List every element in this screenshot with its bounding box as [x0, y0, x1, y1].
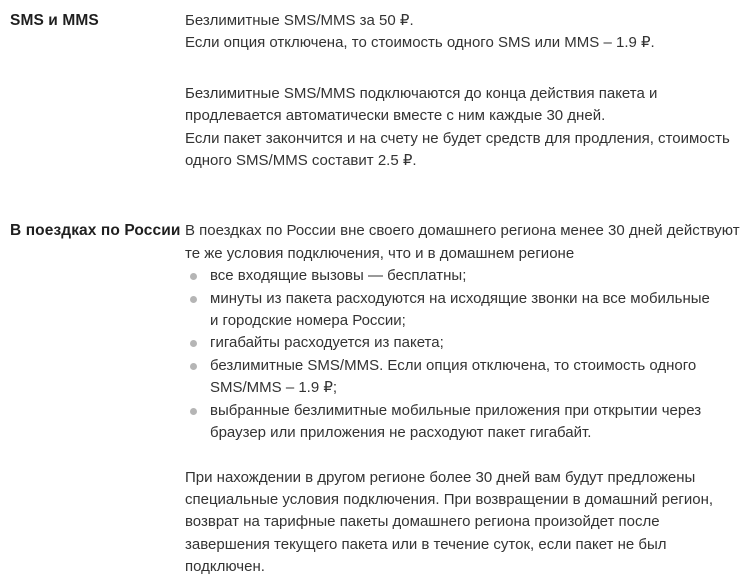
bullet-icon: [190, 408, 197, 415]
list-item-gigabytes: [185, 332, 741, 354]
section-label-sms-mms: SMS и MMS: [10, 12, 99, 29]
text-line: браузер или приложения не расходуют пакет гигабайт.: [210, 424, 592, 442]
text-line: и городские номера России;: [210, 312, 406, 330]
travel-conditions-list: [185, 265, 741, 444]
text-line: те же условия подключения, что и в домашнем регионе: [185, 244, 575, 262]
paragraph-sms-renewal: [185, 83, 741, 173]
text-line: В поездках по России вне своего домашнего региона менее 30 дней действуют: [185, 222, 740, 240]
text-line: одного SMS/MMS составит 2.5 ₽.: [185, 152, 417, 170]
text-line: подключен.: [185, 558, 265, 576]
list-item-unlimited-apps: [185, 400, 741, 445]
bullet-icon: [190, 273, 197, 280]
text-line: При нахождении в другом регионе более 30 дней вам будут предложены: [185, 468, 696, 486]
text-line: Безлимитные SMS/MMS за 50 ₽.: [185, 12, 414, 29]
bullet-icon: [190, 340, 197, 347]
text-line: минуты из пакета расходуются на исходящие звонки на все мобильные: [210, 289, 710, 307]
list-item-package-minutes: [185, 288, 741, 333]
text-line: Безлимитные SMS/MMS подключаются до конца действия пакета и: [185, 84, 658, 102]
text-line: выбранные безлимитные мобильные приложения при открытии через: [210, 401, 702, 419]
list-item-unlimited-sms: [185, 355, 741, 400]
text-line: Если пакет закончится и на счету не будет средств для продления, стоимость: [185, 129, 730, 147]
paragraph-sms-price: [185, 10, 741, 55]
text-line: гигабайты расходуется из пакета;: [210, 334, 444, 352]
bullet-icon: [190, 296, 197, 303]
bullet-icon: [190, 363, 197, 370]
paragraph-other-region: [185, 467, 741, 579]
text-line: все входящие вызовы — бесплатны;: [210, 267, 467, 285]
section-label-travel-russia: В поездках по России: [10, 222, 181, 240]
text-line: безлимитные SMS/MMS. Если опция отключена, то стоимость одного: [210, 356, 697, 374]
section-content-sms-mms: [185, 10, 741, 172]
text-line: завершения текущего пакета или в течение суток, если пакет не был: [185, 535, 667, 553]
text-line: SMS/MMS – 1.9 ₽;: [210, 379, 338, 397]
section-sms-mms: [10, 10, 741, 172]
paragraph-travel-intro: [185, 220, 741, 265]
text-line: специальные условия подключения. При возвращении в домашний регион,: [185, 490, 714, 508]
section-travel-russia: [10, 220, 741, 578]
text-line: Если опция отключена, то стоимость одного SMS или MMS – 1.9 ₽.: [185, 34, 655, 52]
text-line: возврат на тарифные пакеты домашнего региона произойдет после: [185, 513, 660, 531]
list-item-incoming-calls: [185, 265, 741, 287]
text-line: продлевается автоматически вместе с ним каждые 30 дней.: [185, 107, 606, 125]
section-content-travel-russia: [185, 220, 741, 578]
